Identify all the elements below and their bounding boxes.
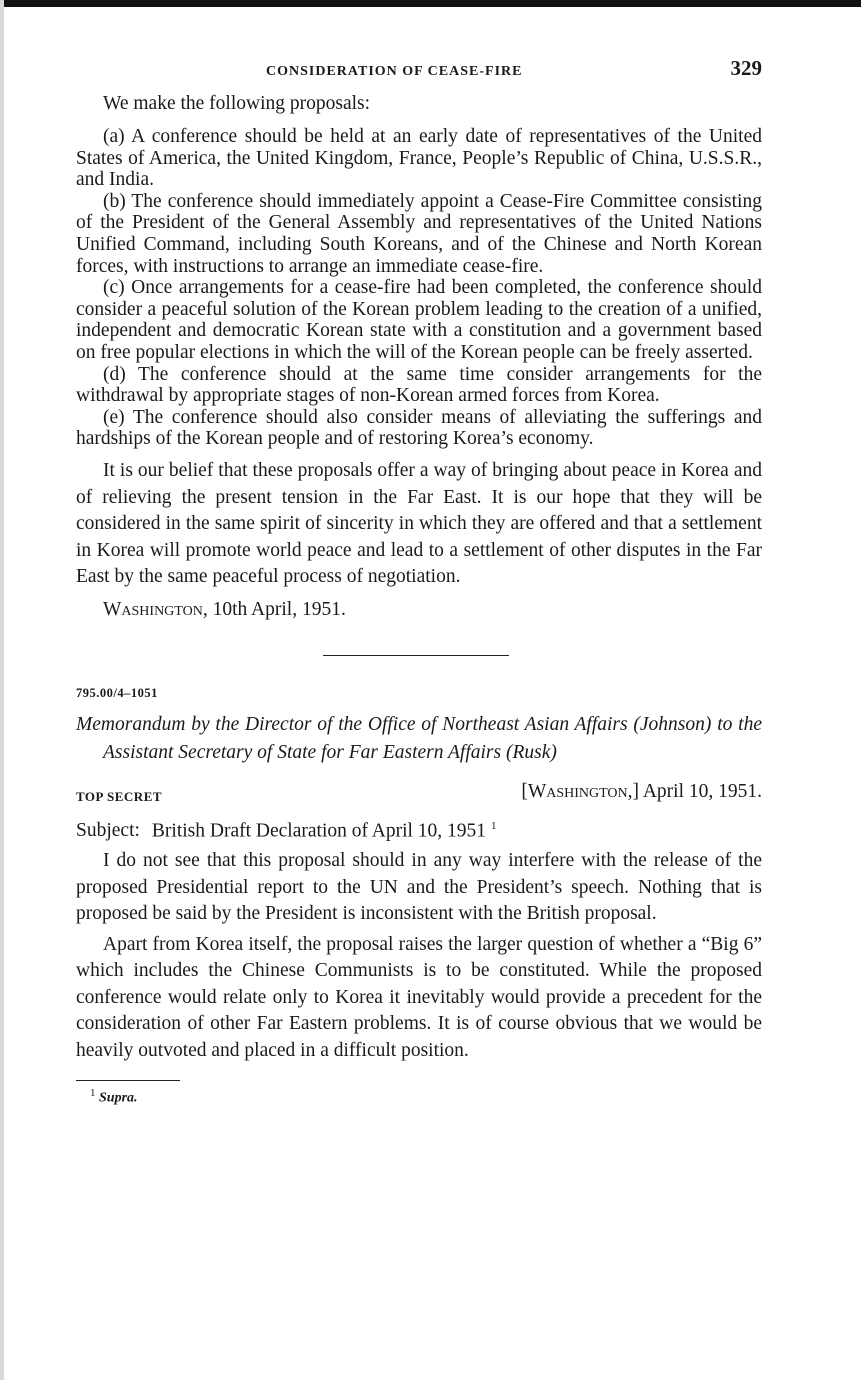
memo-date-rest: ,] April 10, 1951. <box>627 780 762 802</box>
subject-line <box>76 813 762 845</box>
footnote-number: 1 <box>90 1087 96 1100</box>
classification-line <box>76 781 762 809</box>
dateline-date: , 10th April, 1951. <box>202 598 346 620</box>
proposal-b <box>76 191 762 277</box>
proposal-list <box>76 126 762 450</box>
proposal-e <box>76 407 762 450</box>
memo-paragraph-1: I do not see that this proposal should in any way interfere with the release of the proposed Presidential report to the UN and the President’s speech. Nothing that is proposed be said by the President is inconsistent with the British proposal. <box>76 850 762 925</box>
file-number: 795.00/4–1051 <box>76 685 158 700</box>
proposal-label: (e) <box>103 406 125 428</box>
document-page <box>76 52 762 1107</box>
dateline-place: Washington <box>103 598 203 620</box>
proposal-c <box>76 277 762 363</box>
memo-date-open: [ <box>521 780 528 802</box>
dateline <box>76 597 762 623</box>
subject-label: Subject: <box>76 820 140 842</box>
proposal-label: (c) <box>103 277 125 299</box>
subject-text: British Draft Declaration of April 10, 1951 <box>151 820 487 842</box>
closing-paragraph: It is our belief that these proposals offer a way of bringing about peace in Korea and of relieving the present tension in the Far East. It is our hope that they will be considered in the same spirit of sincerity in which they are offered and that a settlement in Korea will promote world peace and lead to a settlement of other disputes in the Far East by the same peaceful process of negotiation. <box>76 459 762 588</box>
memo-date <box>521 781 762 803</box>
section-divider <box>323 655 509 656</box>
running-title: CONSIDERATION OF CEASE-FIRE <box>266 64 523 79</box>
classification: TOP SECRET <box>76 788 163 804</box>
proposal-a <box>76 126 762 191</box>
footnote-ref: 1 <box>490 819 497 832</box>
proposal-label: (a) <box>103 126 125 147</box>
proposal-label: (d) <box>103 363 126 385</box>
proposal-text: The conference should immediately appoint a Cease-Fire Committee consisting of the President of the General Assembly and representatives of the United Nations Unified Command, including South Koreans, and of the Chinese and North Korean forces, with instructions to arrange an immediate cease-fire. <box>76 190 762 277</box>
footnote-divider <box>76 1080 180 1081</box>
proposal-text: Once arrangements for a cease-fire had been completed, the conference should consider a peaceful solution of the Korean problem leading to the creation of a unified, independent and democratic Korean state with a constitution and a government based on free popular elections in which the will of the Korean people can be freely asserted. <box>76 277 762 363</box>
page-top-edge <box>0 0 861 7</box>
proposal-label: (b) <box>103 190 126 212</box>
memo-paragraph-2: Apart from Korea itself, the proposal raises the larger question of whether a “Big 6” which includes the Chinese Communists is to be constituted. While the proposed conference would relate only to Korea it inevitably would provide a precedent for the consideration of other Far Eastern problems. It is of course obvious that we would be heavily outvoted and placed in a difficult position. <box>76 933 762 1061</box>
footnote-text: Supra. <box>99 1091 138 1107</box>
proposal-text: The conference should also consider means of alleviating the sufferings and hardships of the Korean people and of restoring Korea’s economy. <box>76 406 762 450</box>
memo-date-place: Washington <box>527 780 628 802</box>
page-left-edge <box>0 0 4 1380</box>
proposal-text: The conference should at the same time consider arrangements for the withdrawal by appropriate stages of non-Korean armed forces from Korea. <box>76 363 763 407</box>
proposal-text: A conference should be held at an early date of representatives of the United States of America, the United Kingdom, France, People’s Republic of China, U.S.S.R., and India. <box>76 126 762 191</box>
running-head <box>76 52 762 92</box>
footnote <box>76 1087 762 1107</box>
proposal-d <box>76 364 762 407</box>
proposals-intro: We make the following proposals: <box>103 93 371 114</box>
memo-title: Memorandum by the Director of the Office of Northeast Asian Affairs (Johnson) to the Assistant Secretary of State for Far Eastern Affairs (Rusk) <box>76 713 762 763</box>
page-number: 329 <box>730 56 762 80</box>
